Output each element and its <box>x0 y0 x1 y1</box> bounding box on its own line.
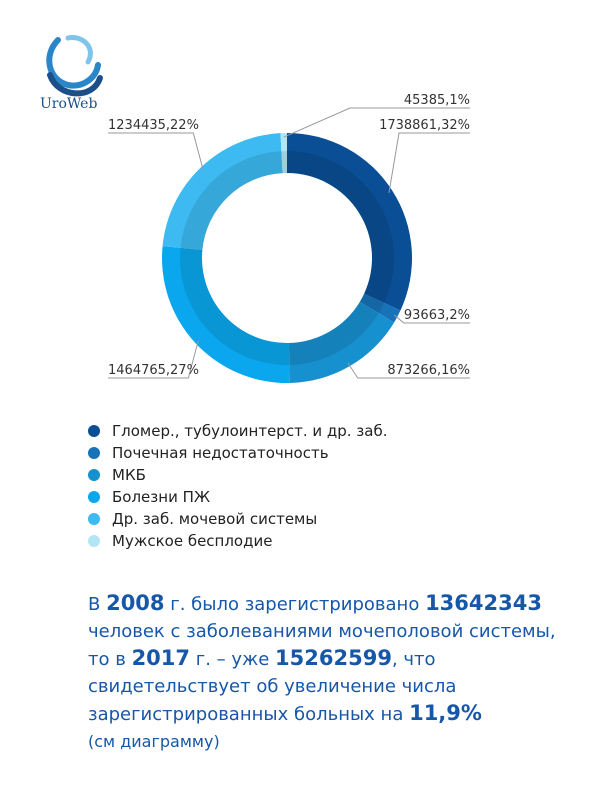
slice-label: 873266,16% <box>387 363 470 378</box>
leader-line <box>389 133 470 193</box>
legend-item <box>88 464 388 486</box>
caption-growth-percent: 11,9% <box>409 701 482 725</box>
slice-label: 1738861,32% <box>379 118 470 133</box>
caption-year-2017: 2017 <box>131 646 191 670</box>
legend-item <box>88 486 388 508</box>
legend-item <box>88 508 388 530</box>
legend-item <box>88 442 388 464</box>
legend-dot <box>88 535 100 547</box>
caption-count-2008: 13642343 <box>425 591 542 615</box>
legend <box>88 420 388 552</box>
summary-text <box>88 590 578 755</box>
slice-label: 1464765,27% <box>108 363 199 378</box>
logo-text: UroWeb <box>40 96 98 112</box>
legend-item <box>88 420 388 442</box>
legend-label: Почечная недостаточность <box>112 444 329 462</box>
legend-label: Мужское бесплодие <box>112 532 273 550</box>
caption-text: г. – уже <box>190 649 276 670</box>
slice-label: 1234435,22% <box>108 118 199 133</box>
caption-text: , что свидетельствует об увеличение числа зарегистрированных больных на <box>88 649 457 725</box>
caption-text: г. было зарегистрировано <box>164 594 426 615</box>
legend-dot <box>88 469 100 481</box>
legend-label: Др. заб. мочевой системы <box>112 510 318 528</box>
leader-line <box>108 133 203 171</box>
slice-label: 93663,2% <box>403 308 470 323</box>
legend-label: Болезни ПЖ <box>112 488 211 506</box>
caption-count-2017: 15262599 <box>275 646 392 670</box>
legend-item <box>88 530 388 552</box>
legend-label: Гломер., тубулоинтерст. и др. заб. <box>112 422 388 440</box>
caption-text: В <box>88 594 107 615</box>
legend-dot <box>88 425 100 437</box>
legend-label: МКБ <box>112 466 146 484</box>
legend-dot <box>88 513 100 525</box>
inner-shade-ring <box>191 162 383 354</box>
slice-label: 45385,1% <box>403 93 470 108</box>
caption-text: человек с заболеваниями мочеполовой системы, то в <box>88 621 556 670</box>
caption-year-2008: 2008 <box>106 591 165 615</box>
caption-note: (см диаграмму) <box>88 732 220 751</box>
legend-dot <box>88 447 100 459</box>
legend-dot <box>88 491 100 503</box>
donut-slices <box>162 133 412 383</box>
